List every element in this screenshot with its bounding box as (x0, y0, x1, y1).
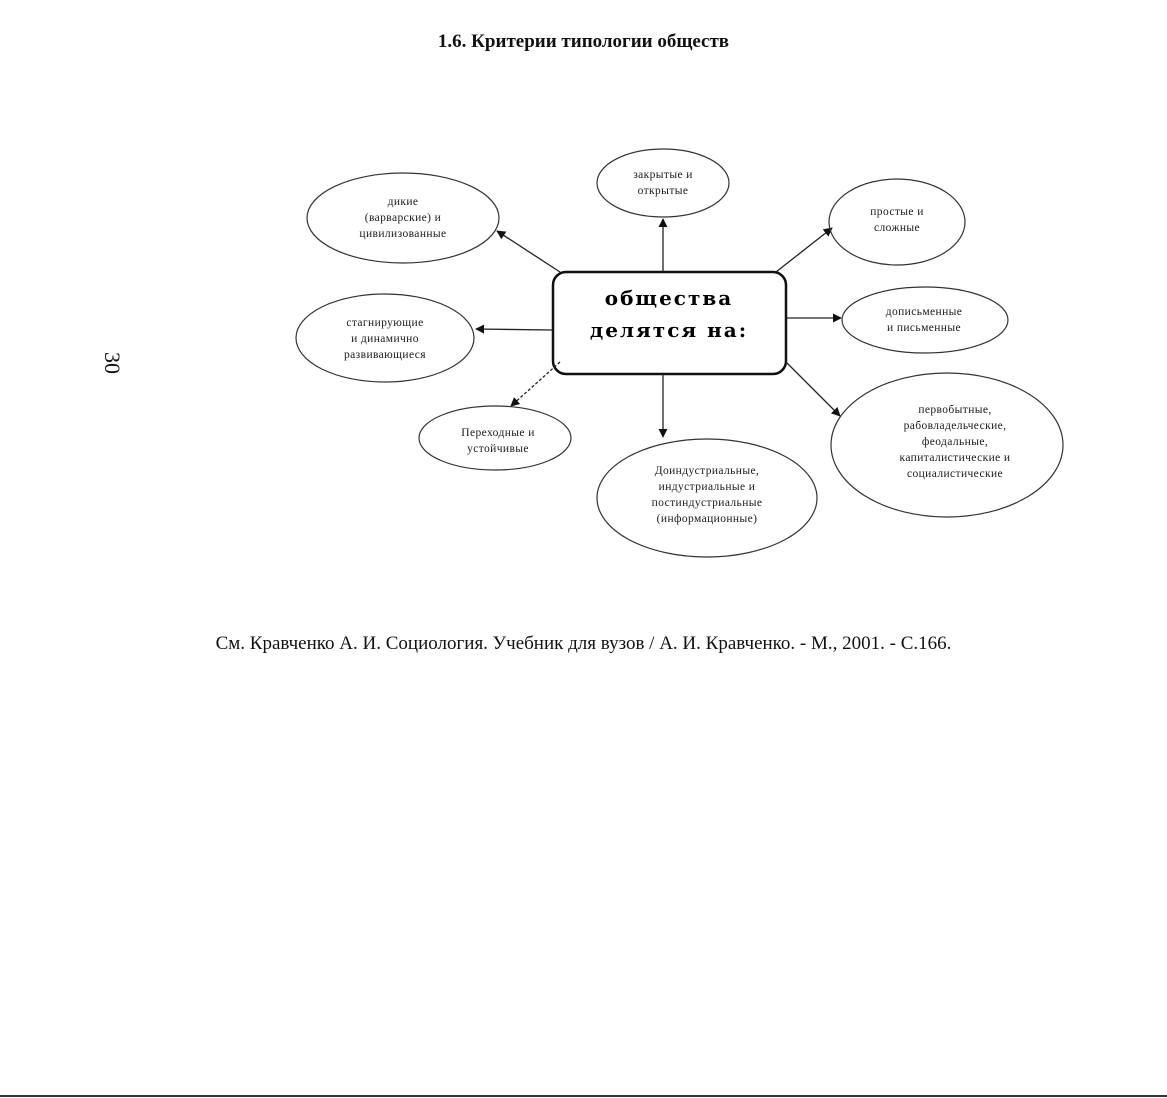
node-wild-civilized (323, 194, 483, 242)
node-stagnant-dynamic-line: развивающиеся (344, 349, 426, 361)
node-formations-line: рабовладельческие, (903, 420, 1007, 432)
node-industrial (617, 463, 797, 527)
node-wild-civilized-line: (варварские) и (364, 212, 442, 224)
bottom-rule (0, 1095, 1167, 1097)
node-industrial-line: Доиндустриальные, (654, 465, 760, 477)
node-formations-line: социалистические (906, 468, 1004, 480)
node-wild-civilized-line: цивилизованные (359, 228, 447, 240)
node-industrial-line: (информационные) (656, 513, 758, 525)
node-simple-complex-line: сложные (873, 222, 921, 234)
node-industrial-line: постиндустриальные (651, 497, 763, 509)
connector-simple-complex (776, 228, 832, 272)
node-preliterate-literate-line: и письменные (886, 322, 961, 334)
node-formations (865, 402, 1045, 482)
node-stagnant-dynamic-line: и динамично (351, 333, 419, 345)
node-formations-line: капиталистические и (899, 452, 1011, 464)
page-number: 30 (100, 352, 125, 374)
center-label-line-2: делятся на: (589, 318, 749, 342)
center-label-line-1: общества (604, 286, 734, 310)
center-label (556, 282, 782, 346)
node-closed-open (603, 167, 723, 199)
node-formations-line: феодальные, (921, 436, 989, 448)
node-simple-complex-line: простые и (870, 206, 924, 218)
node-transitional-stable-line: устойчивые (467, 443, 529, 455)
connector-wild-civilized (497, 231, 560, 272)
node-transitional-stable (433, 425, 563, 457)
node-stagnant-dynamic (315, 315, 455, 363)
node-preliterate-literate-line: дописьменные (885, 306, 963, 318)
node-closed-open-line: закрытые и (633, 169, 693, 181)
footnote: См. Кравченко А. И. Социология. Учебник для вузов / А. И. Кравченко. - М., 2001. - С.166. (215, 633, 952, 654)
node-transitional-stable-line: Переходные и (461, 427, 535, 439)
node-stagnant-dynamic-line: стагнирующие (346, 317, 424, 329)
node-formations-line: первобытные, (918, 404, 992, 416)
node-wild-civilized-line: дикие (387, 196, 419, 208)
connector-transitional-stable (511, 362, 560, 406)
page-title: 1.6. Критерии типологии обществ (437, 31, 730, 52)
node-industrial-line: индустриальные и (658, 481, 756, 493)
node-simple-complex (837, 204, 957, 236)
node-preliterate-literate (849, 304, 999, 336)
connector-stagnant-dynamic (476, 329, 553, 330)
connector-formations (786, 362, 840, 416)
node-closed-open-line: открытые (637, 185, 689, 197)
